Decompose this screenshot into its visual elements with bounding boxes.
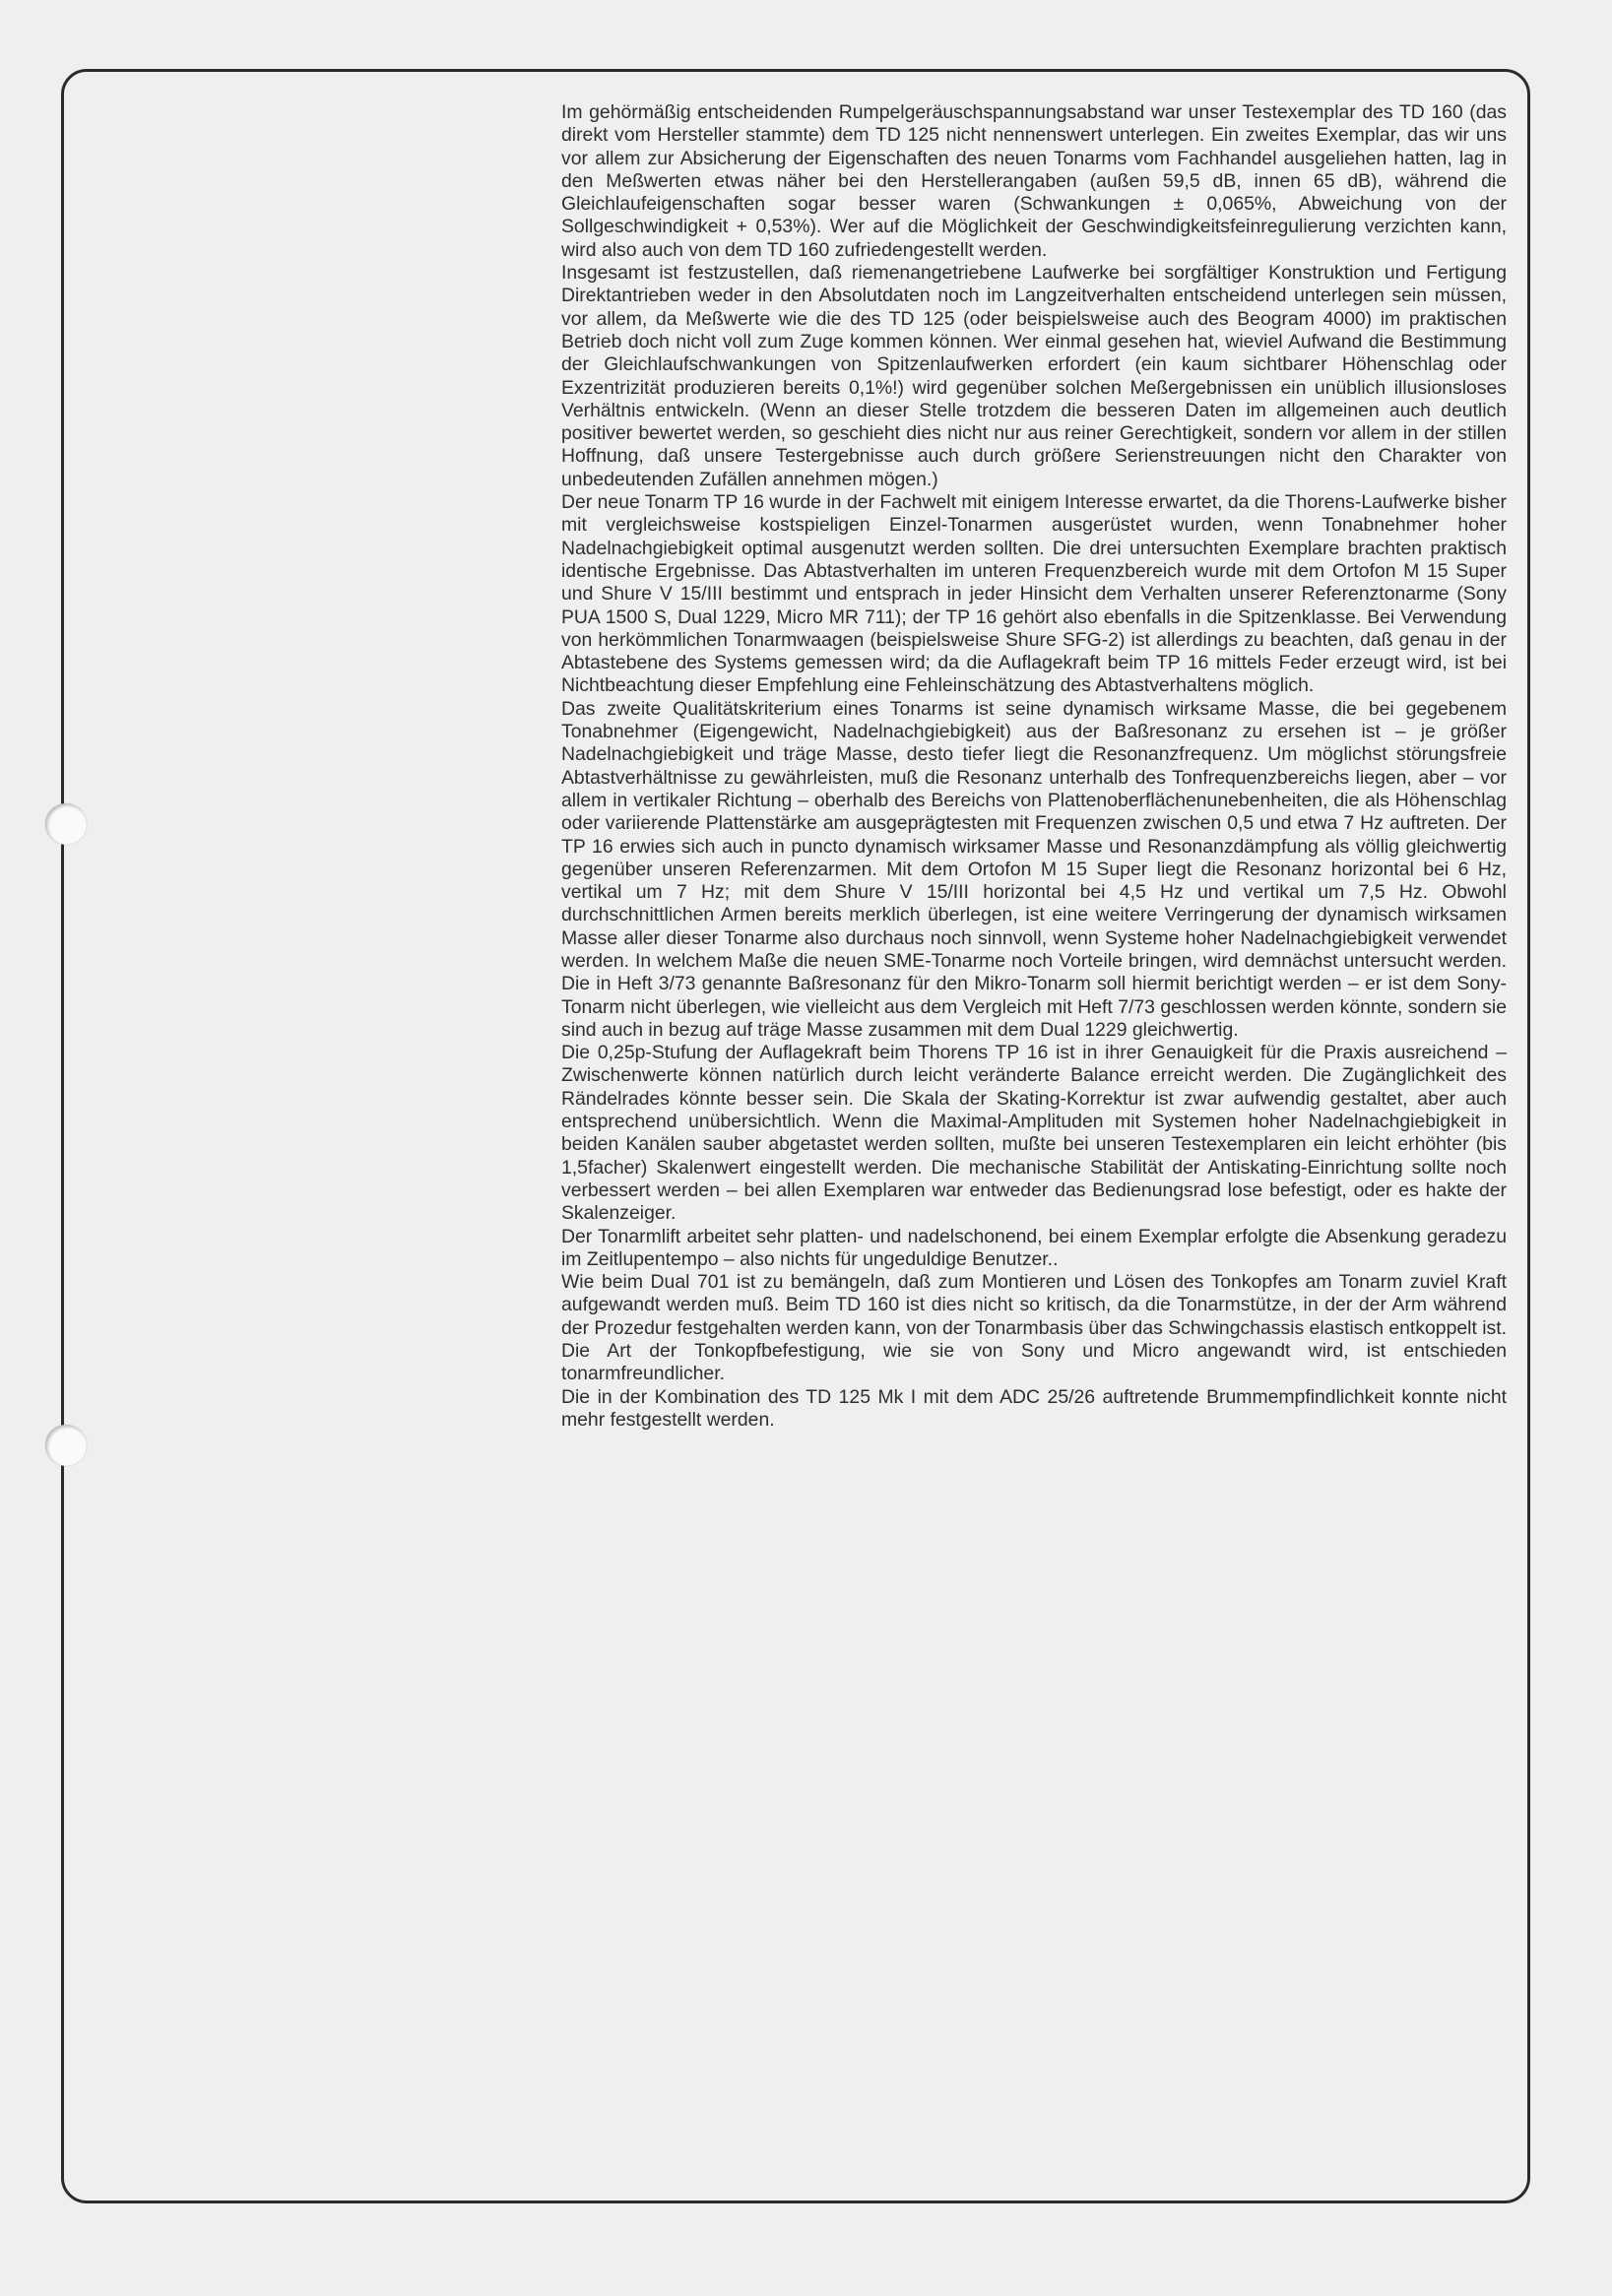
paragraph-4: Das zweite Qualitätskriterium eines Tonarms ist seine dynamisch wirksame Masse, die bei gegebenem Tonabnehmer (Eigengewicht, Nadelnachgiebigkeit) aus der Baßresonanz zu ersehen ist – je größer Nadelnachgiebigkeit und träge Masse, desto tiefer liegt die Resonanzfrequenz. Um möglichst störungsfreie Abtastverhältnisse zu gewährleisten, muß die Resonanz unterhalb des Tonfrequenzbereichs liegen, aber – vor allem in vertikaler Richtung – oberhalb des Bereichs von Plattenoberflächenunebenheiten, die als Höhenschlag oder variierende Plattenstärke am ausgeprägtesten mit Frequenzen zwischen 0,5 und etwa 7 Hz auftreten. Der TP 16 erwies sich auch in puncto dynamisch wirksamer Masse und Resonanzdämpfung als völlig gleichwertig gegenüber unseren Referenzarmen. Mit dem Ortofon M 15 Super liegt die Resonanz horizontal bei 6 Hz, vertikal um 7 Hz; mit dem Shure V 15/III horizontal bei 4,5 Hz und vertikal um 7,5 Hz. Obwohl durchschnittlichen Armen bereits merklich überlegen, ist eine weitere Verringerung der dynamisch wirksamen Masse aller dieser Tonarme also durchaus noch sinnvoll, wenn Systeme hoher Nadelnachgiebigkeit verwendet werden. In welchem Maße die neuen SME-Tonarme noch Vorteile bringen, wird demnächst untersucht werden. Die in Heft 3/73 genannte Baßresonanz für den Mikro-Tonarm soll hiermit berichtigt werden – er ist dem Sony-Tonarm nicht überlegen, wie vielleicht aus dem Vergleich mit Heft 7/73 geschlossen werden könnte, sondern sie sind auch in bezug auf träge Masse zusammen mit dem Dual 1229 gleichwertig. [561, 697, 1507, 1041]
paragraph-3: Der neue Tonarm TP 16 wurde in der Fachwelt mit einigem Interesse erwartet, da die Thorens-Laufwerke bisher mit vergleichsweise kostspieligen Einzel-Tonarmen ausgerüstet wurden, wenn Tonabnehmer hoher Nadelnachgiebigkeit optimal ausgenutzt werden sollten. Die drei untersuchten Exemplare brachten praktisch identische Ergebnisse. Das Abtastverhalten im unteren Frequenzbereich wurde mit dem Ortofon M 15 Super und Shure V 15/III bestimmt und entsprach in jeder Hinsicht dem Verhalten unserer Referenztonarme (Sony PUA 1500 S, Dual 1229, Micro MR 711); der TP 16 gehört also ebenfalls in die Spitzenklasse. Bei Verwendung von herkömmlichen Tonarmwaagen (beispielsweise Shure SFG-2) ist allerdings zu beachten, daß genau in der Abtastebene des Systems gemessen wird; da die Auflagekraft beim TP 16 mittels Feder erzeugt wird, ist bei Nichtbeachtung dieser Empfehlung eine Fehleinschätzung des Abtastverhaltens möglich. [561, 491, 1507, 697]
paragraph-5: Die 0,25p-Stufung der Auflagekraft beim Thorens TP 16 ist in ihrer Genauigkeit für die Praxis ausreichend – Zwischenwerte können natürlich durch leicht veränderte Balance erreicht werden. Die Zugänglichkeit des Rändelrades könnte besser sein. Die Skala der Skating-Korrektur ist zwar aufwendig gestaltet, aber auch entsprechend unübersichtlich. Wenn die Maximal-Amplituden mit Systemen hoher Nadelnachgiebigkeit in beiden Kanälen sauber abgetastet werden sollten, mußte bei unseren Testexemplaren ein leicht erhöhter (bis 1,5facher) Skalenwert eingestellt werden. Die mechanische Stabilität der Antiskating-Einrichtung sollte noch verbessert werden – bei allen Exemplaren war entweder das Bedienungsrad lose befestigt, oder es hakte der Skalenzeiger. [561, 1042, 1507, 1225]
paragraph-2: Insgesamt ist festzustellen, daß riemenangetriebene Laufwerke bei sorgfältiger Konstruktion und Fertigung Direktantrieben weder in den Absolutdaten noch im Langzeitverhalten entscheidend unterlegen sein müssen, vor allem, da Meßwerte wie die des TD 125 (oder beispielsweise auch des Beogram 4000) im praktischen Betrieb doch nicht voll zum Zuge kommen können. Wer einmal gesehen hat, wieviel Aufwand die Bestimmung der Gleichlaufschwankungen von Spitzenlaufwerken erfordert (ein kaum sichtbarer Höhenschlag oder Exzentrizität produzieren bereits 0,1%!) wird gegenüber solchen Meßergebnissen ein unüblich illusionsloses Verhältnis entwickeln. (Wenn an dieser Stelle trotzdem die besseren Daten im allgemeinen auch deutlich positiver bewertet werden, so geschieht dies nicht nur aus reiner Gerechtigkeit, sondern vor allem in der stillen Hoffnung, daß unsere Testergebnisse auch durch größere Serienstreuungen nicht den Charakter von unbedeutenden Zufällen annehmen mögen.) [561, 262, 1507, 490]
punch-hole-bottom [45, 1425, 87, 1466]
paragraph-1: Im gehörmäßig entscheidenden Rumpelgeräuschspannungsabstand war unser Testexemplar des TD 160 (das direkt vom Hersteller stammte) dem TD 125 nicht nennenswert unterlegen. Ein zweites Exemplar, das wir uns vor allem zur Absicherung der Eigenschaften des neuen Tonarms vom Fachhandel ausgeliehen hatten, lag in den Meßwerten etwas näher bei den Herstellerangaben (außen 59,5 dB, innen 65 dB), während die Gleichlaufeigenschaften sogar besser waren (Schwankungen ± 0,065%, Abweichung von der Sollgeschwindigkeit + 0,53%). Wer auf die Möglichkeit der Geschwindigkeitsfeinregulierung verzichten kann, wird also auch von dem TD 160 zufriedengestellt werden. [561, 101, 1507, 261]
paragraph-8: Die in der Kombination des TD 125 Mk I mit dem ADC 25/26 auftretende Brummempfindlichkeit konnte nicht mehr festgestellt werden. [561, 1385, 1507, 1431]
punch-hole-top [45, 803, 87, 845]
article-text-column [561, 101, 1507, 1432]
paragraph-6: Der Tonarmlift arbeitet sehr platten- und nadelschonend, bei einem Exemplar erfolgte die Absenkung geradezu im Zeitlupentempo – also nichts für ungeduldige Benutzer.. [561, 1225, 1507, 1270]
paragraph-7: Wie beim Dual 701 ist zu bemängeln, daß zum Montieren und Lösen des Tonkopfes am Tonarm zuviel Kraft aufgewandt werden muß. Beim TD 160 ist dies nicht so kritisch, da die Tonarmstütze, in der der Arm während der Prozedur festgehalten werden kann, von der Tonarmbasis über das Schwingchassis elastisch entkoppelt ist. Die Art der Tonkopfbefestigung, wie sie von Sony und Micro angewandt wird, ist entschieden tonarmfreundlicher. [561, 1271, 1508, 1385]
